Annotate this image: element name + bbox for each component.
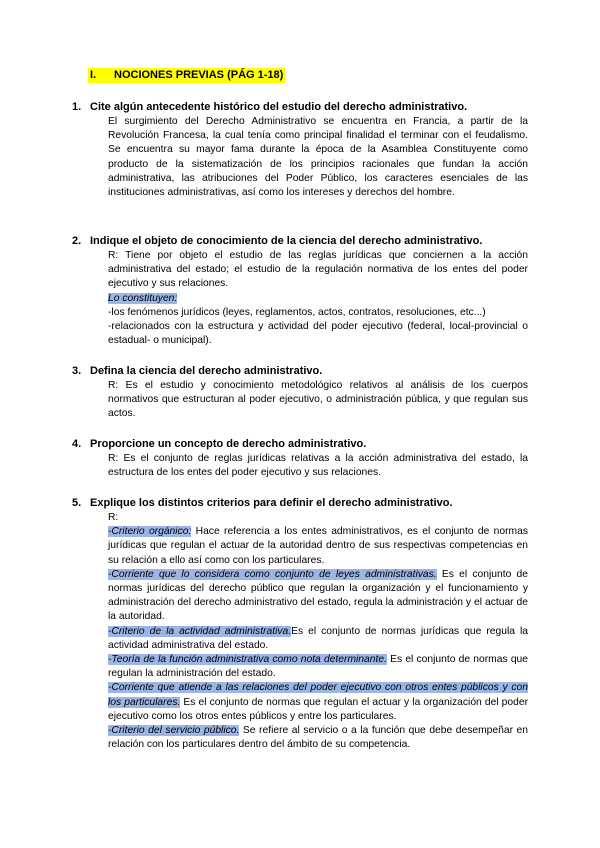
criterion-funcion <box>108 653 528 681</box>
question-4-answer: R: Es el conjunto de reglas jurídicas relativas a la acción administrativa del estado, la estructura de los entes del poder ejecutivo y sus relaciones. <box>108 453 528 479</box>
question-1-answer: El surgimiento del Derecho Administrativo se encuentra en Francia, a partir de la Revolución Francesa, la cual tenía como principal finalidad el terminar con el feudalismo. Se encuentra su mayor fama durante la época de la Asamblea Constituyente como producto de la sistematización de los principios racionales que fundan la acción administrativa, las atribuciones del Poder Público, los caracteres esenciales de las instituciones administrativas, así como los intereses y derechos del hombre. <box>108 116 528 199</box>
question-1-title: Cite algún antecedente histórico del estudio del derecho administrativo. <box>90 101 468 113</box>
question-3-heading <box>72 364 528 379</box>
question-2-answer: R: Tiene por objeto el estudio de las reglas jurídicas que conciernen a la acción administrativa del estado; el estudio de la regulación normativa de los entes del poder ejecutivo y sus relaciones. <box>108 250 528 290</box>
question-2-number: 2. <box>72 235 82 247</box>
question-5-heading <box>72 496 528 511</box>
criterion-label: -Teoría de la función administrativa como nota determinante. <box>108 654 387 666</box>
question-1-number: 1. <box>72 101 82 113</box>
criterion-servicio <box>108 724 528 752</box>
criterion-label: -Corriente que atiende a las relaciones del poder ejecutivo con otros entes públicos y con los particulares. <box>108 682 528 708</box>
constituyen-label: Lo constituyen: <box>108 292 178 304</box>
criterion-text: Es el conjunto de normas jurídicas del derecho público que regulan la organización y el funcionamiento y administración del derecho administrativo del estado, regula la administración y el actuar de la autoridad. <box>108 568 528 623</box>
question-3-answer-block <box>108 379 528 422</box>
section-title-text: NOCIONES PREVIAS (PÁG 1-18) <box>114 69 284 81</box>
list-item: -los fenómenos jurídicos (leyes, reglamentos, actos, contratos, resoluciones, etc...) <box>108 306 486 318</box>
criterion-label: -Criterio del servicio público. <box>108 725 240 737</box>
question-5 <box>72 496 529 752</box>
question-5-title: Explique los distintos criterios para definir el derecho administrativo. <box>90 497 453 509</box>
criterion-leyes <box>108 568 528 625</box>
question-4-answer-block <box>108 452 528 480</box>
question-2-title: Indique el objeto de conocimiento de la ciencia del derecho administrativo. <box>90 235 483 247</box>
question-3-number: 3. <box>72 365 82 377</box>
criterion-text: Se refiere al servicio o a la función que debe desempeñar en relación con los particulares dentro del ámbito de su competencia. <box>108 725 528 751</box>
question-2 <box>72 234 528 348</box>
criterion-text: Hace referencia a los entes administrativos, es el conjunto de normas jurídicas que regulan el actuar de la autoridad dentro de sus respectivas competencias en su relación a ello así como con los particulares. <box>108 526 528 566</box>
section-number: I. <box>90 69 97 81</box>
criterion-text: Es el conjunto de normas que regulan la administración del estado. <box>108 654 528 680</box>
criterion-label: -Criterio orgánico: <box>108 526 192 538</box>
question-4-number: 4. <box>72 438 82 450</box>
question-1 <box>72 100 528 200</box>
section-heading <box>88 68 285 83</box>
criterion-label: -Corriente que lo considera como conjunto de leyes administrativas. <box>108 568 437 580</box>
criterion-actividad <box>108 625 528 653</box>
criterion-text: Es el conjunto de normas jurídicas que regula la actividad administrativa del estado. <box>108 625 529 651</box>
question-2-heading <box>72 234 528 249</box>
question-5-answer-prefix: R: <box>108 512 119 523</box>
question-4-title: Proporcione un concepto de derecho administrativo. <box>90 438 367 450</box>
criterion-text: Es el conjunto de normas que regulan el actuar y la organización del poder ejecutivo como los otros entes públicos y entre los particulares. <box>108 696 529 722</box>
criterion-label: -Criterio de la actividad administrativa. <box>108 625 292 637</box>
question-4-heading <box>72 437 528 452</box>
question-2-answer-block <box>108 249 528 348</box>
question-1-answer-block <box>108 115 528 200</box>
question-5-answer-block <box>108 511 528 752</box>
question-3 <box>72 364 528 422</box>
question-5-number: 5. <box>72 497 82 509</box>
question-1-heading <box>72 100 528 115</box>
criterion-relaciones <box>108 681 528 724</box>
criterion-organico <box>108 525 528 568</box>
question-3-answer: R: Es el estudio y conocimiento metodológico relativos al análisis de los cuerpos normativos que estructuran al poder ejecutivo, o administración pública, y que regulan sus actos. <box>108 380 528 420</box>
question-3-title: Defina la ciencia del derecho administrativo. <box>90 365 323 377</box>
list-item: -relacionados con la estructura y actividad del poder ejecutivo (federal, local-provincial o estadual- o municipal). <box>108 321 528 347</box>
question-4 <box>72 437 528 480</box>
